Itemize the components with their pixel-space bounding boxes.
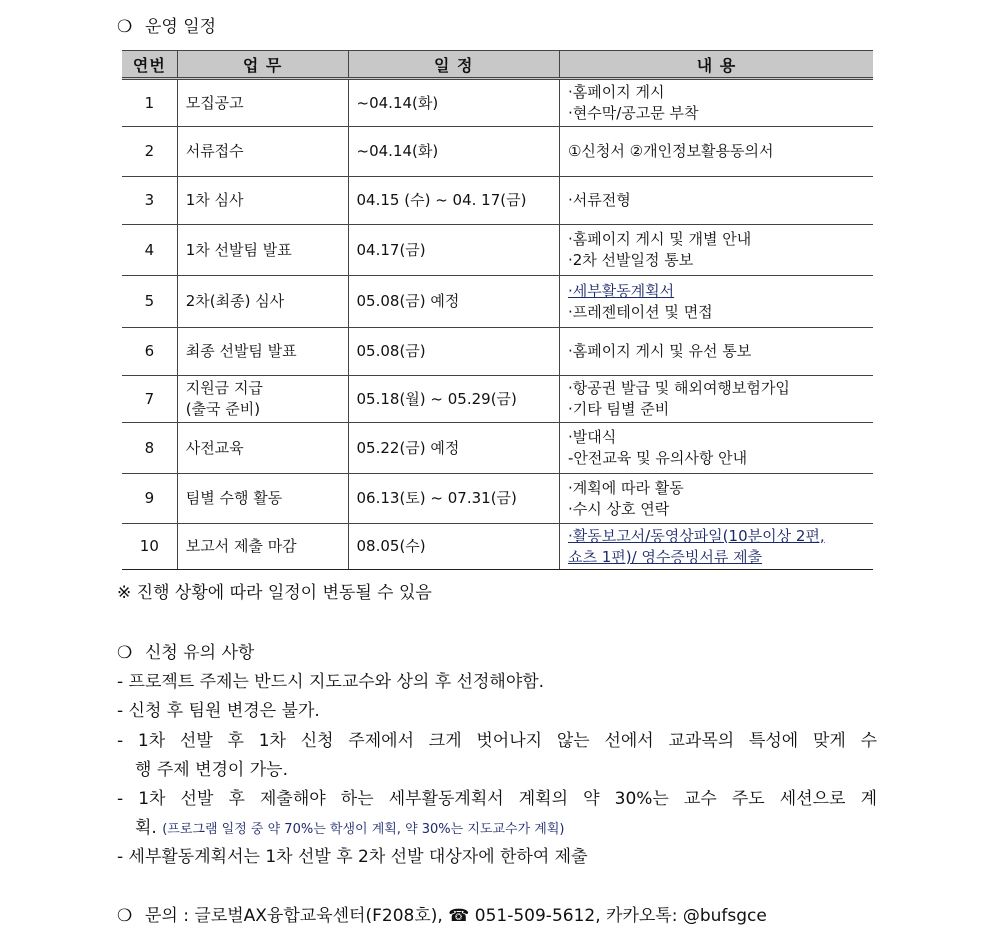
cautions-title: 신청 유의 사항 — [145, 643, 255, 663]
row-date: 05.08(금) 예정 — [348, 276, 559, 328]
caution-item: - 프로젝트 주제는 반드시 지도교수와 상의 후 선정해야함. — [117, 672, 545, 692]
table-row — [122, 328, 873, 376]
schedule-note: ※ 진행 상황에 따라 일정이 변동될 수 있음 — [117, 583, 432, 603]
row-date: 04.17(금) — [348, 225, 559, 276]
schedule-title: 운영 일정 — [145, 17, 217, 37]
row-desc: ①신청서 ②개인정보활용동의서 — [559, 127, 873, 177]
table-row — [122, 276, 873, 328]
table-row — [122, 474, 873, 524]
row-date: 05.18(월) ~ 05.29(금) — [348, 376, 559, 423]
header-date: 일 정 — [348, 51, 559, 79]
schedule-table — [122, 50, 873, 570]
row-no: 3 — [122, 177, 177, 225]
row-desc: ·세부활동계획서 ·프레젠테이션 및 면접 — [559, 276, 873, 328]
contact-label: 문의 : — [145, 906, 189, 926]
table-row — [122, 177, 873, 225]
row-no: 9 — [122, 474, 177, 524]
caution-item: - 신청 후 팀원 변경은 불가. — [117, 701, 320, 721]
row-task: 팀별 수행 활동 — [177, 474, 348, 524]
row-task: 1차 선발팀 발표 — [177, 225, 348, 276]
row-task: 1차 심사 — [177, 177, 348, 225]
table-row — [122, 376, 873, 423]
row-no: 1 — [122, 79, 177, 127]
circle-bullet-icon: ❍ — [117, 906, 133, 926]
row-task: 2차(최종) 심사 — [177, 276, 348, 328]
header-task: 업 무 — [177, 51, 348, 79]
table-row — [122, 127, 873, 177]
table-row — [122, 423, 873, 474]
row-no: 6 — [122, 328, 177, 376]
circle-bullet-icon: ❍ — [117, 17, 133, 37]
row-task: 사전교육 — [177, 423, 348, 474]
caution-item: - 1차 선발 후 1차 신청 주제에서 크게 벗어나지 않는 선에서 교과목의 특성에 맞게 수 — [117, 731, 877, 751]
table-row — [122, 79, 873, 127]
row-date: 05.22(금) 예정 — [348, 423, 559, 474]
row-desc: ·계획에 따라 활동 ·수시 상호 연락 — [559, 474, 873, 524]
row-desc: ·서류전형 — [559, 177, 873, 225]
row-task: 모집공고 — [177, 79, 348, 127]
contact-kakao: 카카오톡: @bufsgce — [606, 906, 767, 926]
row-desc: ·홈페이지 게시 및 유선 통보 — [559, 328, 873, 376]
row-date: ~04.14(화) — [348, 127, 559, 177]
schedule-section-title — [117, 16, 216, 38]
row-desc: ·항공권 발급 및 해외여행보험가입 ·기타 팀별 준비 — [559, 376, 873, 423]
row-no: 7 — [122, 376, 177, 423]
contact-line — [117, 905, 767, 927]
caution-item-continued: 행 주제 변경이 가능. — [135, 760, 288, 780]
circle-bullet-icon: ❍ — [117, 643, 133, 663]
row-desc: ·홈페이지 게시 및 개별 안내 ·2차 선발일정 통보 — [559, 225, 873, 276]
row-no: 5 — [122, 276, 177, 328]
row-desc: ·발대식 -안전교육 및 유의사항 안내 — [559, 423, 873, 474]
table-row — [122, 225, 873, 276]
row-desc: ·활동보고서/동영상파일(10분이상 2편, 쇼츠 1편)/ 영수증빙서류 제출 — [559, 524, 873, 570]
row-no: 8 — [122, 423, 177, 474]
row-task: 보고서 제출 마감 — [177, 524, 348, 570]
caution-parenthetical: (프로그램 일정 중 약 70%는 학생이 계획, 약 30%는 지도교수가 계획) — [162, 822, 565, 837]
row-date: ~04.14(화) — [348, 79, 559, 127]
phone-icon: ☎ — [448, 906, 470, 926]
row-date: 08.05(수) — [348, 524, 559, 570]
schedule-header-row — [122, 51, 873, 79]
row-no: 2 — [122, 127, 177, 177]
row-no: 4 — [122, 225, 177, 276]
row-no: 10 — [122, 524, 177, 570]
row-task: 최종 선발팀 발표 — [177, 328, 348, 376]
row-date: 06.13(토) ~ 07.31(금) — [348, 474, 559, 524]
caution-item-continued: 획. (프로그램 일정 중 약 70%는 학생이 계획, 약 30%는 지도교수가 계획) — [135, 818, 565, 838]
contact-phone: 051-509-5612, — [474, 906, 601, 926]
row-task: 지원금 지급 (출국 준비) — [177, 376, 348, 423]
row-date: 04.15 (수) ~ 04. 17(금) — [348, 177, 559, 225]
row-date: 05.08(금) — [348, 328, 559, 376]
table-row — [122, 524, 873, 570]
caution-item: - 세부활동계획서는 1차 선발 후 2차 선발 대상자에 한하여 제출 — [117, 847, 588, 867]
cautions-section-title — [117, 642, 254, 664]
caution-item: - 1차 선발 후 제출해야 하는 세부활동계획서 계획의 약 30%는 교수 주도 세션으로 계 — [117, 789, 877, 809]
header-desc: 내 용 — [559, 51, 873, 79]
row-task: 서류접수 — [177, 127, 348, 177]
contact-place: 글로벌AX융합교육센터(F208호), — [194, 906, 443, 926]
header-no: 연번 — [122, 51, 177, 79]
row-desc: ·홈페이지 게시 ·현수막/공고문 부착 — [559, 79, 873, 127]
